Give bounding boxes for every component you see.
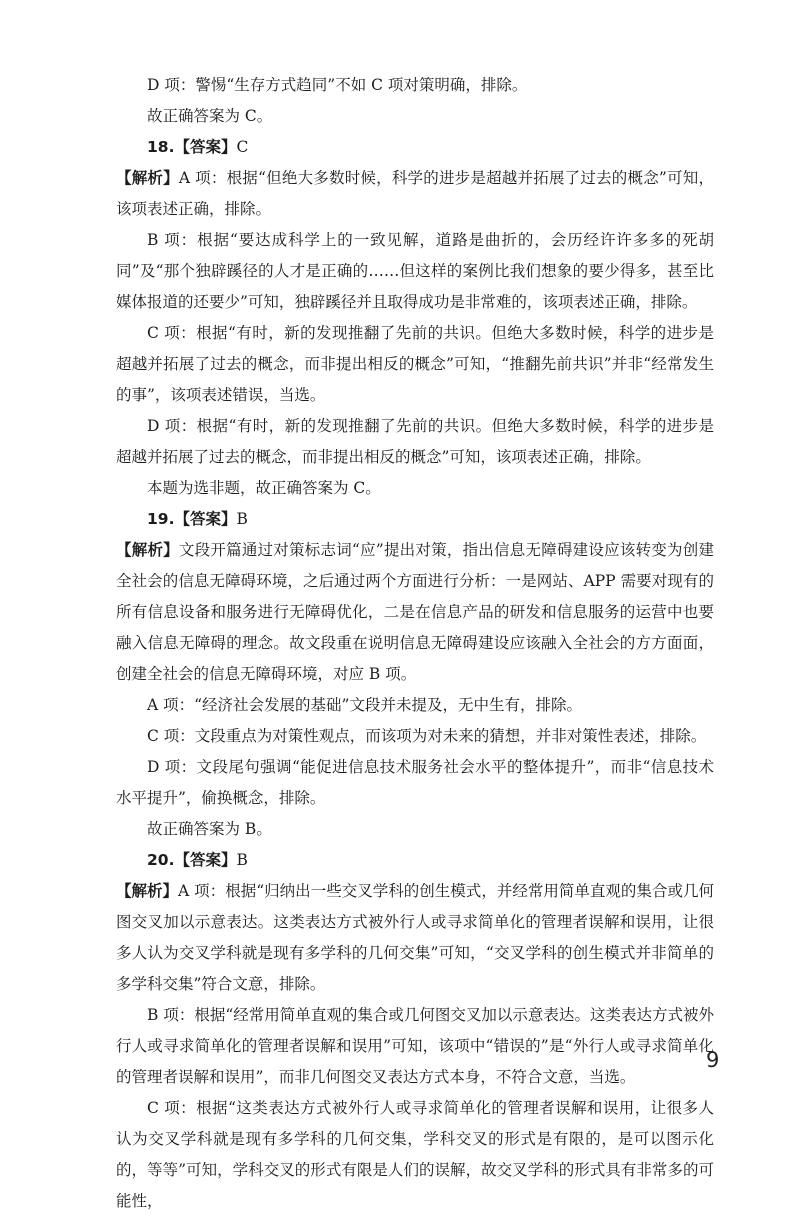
paragraph-text: B <box>236 851 248 869</box>
paragraph <box>116 473 714 504</box>
paragraph-text: 本题为选非题，故正确答案为 C。 <box>147 479 381 497</box>
paragraph <box>116 721 714 752</box>
paragraph <box>116 752 714 814</box>
paragraph-text: B 项：根据“经常用简单直观的集合或几何图交叉加以示意表达。这类表达方式被外行人或寻求简单化的管理者误解和误用”可知，该项中“错误的”是“外行人或寻求简单化的管理者误解和误用”，而非几何图交叉表达方式本身，不符合文意，当选。 <box>116 1006 714 1086</box>
paragraph <box>116 225 714 318</box>
paragraph-text: B 项：根据“要达成科学上的一致见解，道路是曲折的，会历经许许多多的死胡同”及“那个独辟蹊径的人才是正确的……但这样的案例比我们想象的要少得多，甚至比媒体报道的还要少”可知，独辟蹊径并且取得成功是非常难的，该项表述正确，排除。 <box>116 231 714 311</box>
paragraph-text: C 项：文段重点为对策性观点，而该项为对未来的猜想，并非对策性表述，排除。 <box>147 727 707 745</box>
paragraph <box>116 1093 714 1217</box>
page-content <box>116 70 714 1217</box>
answer-tag: 【解析】 <box>116 882 179 900</box>
paragraph <box>116 690 714 721</box>
paragraph <box>116 1000 714 1093</box>
paragraph <box>116 814 714 845</box>
paragraph <box>116 318 714 411</box>
paragraph <box>116 411 714 473</box>
paragraph-text: A 项：根据“但绝大多数时候，科学的进步是超越并拓展了过去的概念”可知，该项表述正确，排除。 <box>116 169 714 218</box>
paragraph-text: C <box>236 138 249 156</box>
paragraph <box>116 132 714 163</box>
paragraph <box>116 163 714 225</box>
paragraph-text: C 项：根据“这类表达方式被外行人或寻求简单化的管理者误解和误用，让很多人认为交叉学科就是现有多学科的几何交集，学科交叉的形式是有限的，是可以图示化的，等等”可知，学科交叉的形式有限是人们的误解，故交叉学科的形式具有非常多的可能性， <box>116 1099 714 1210</box>
paragraph-text: D 项：警惕“生存方式趋同”不如 C 项对策明确，排除。 <box>147 76 528 94</box>
paragraph <box>116 504 714 535</box>
page-number: 9 <box>706 1048 720 1072</box>
paragraph-text: C 项：根据“有时，新的发现推翻了先前的共识。但绝大多数时候，科学的进步是超越并拓展了过去的概念，而非提出相反的概念”可知，“推翻先前共识”并非“经常发生的事”，该项表述错误，当选。 <box>116 324 714 404</box>
answer-tag: 18.【答案】 <box>147 138 237 156</box>
paragraph-text: 故正确答案为 B。 <box>147 820 272 838</box>
paragraph <box>116 535 714 690</box>
paragraph-text: A 项：根据“归纳出一些交叉学科的创生模式，并经常用简单直观的集合或几何图交叉加以示意表达。这类表达方式被外行人或寻求简单化的管理者误解和误用，让很多人认为交叉学科就是现有多学科的几何交集”可知，“交叉学科的创生模式并非简单的多学科交集”符合文意，排除。 <box>116 882 714 993</box>
paragraph-text: A 项：“经济社会发展的基础”文段并未提及，无中生有，排除。 <box>147 696 582 714</box>
paragraph-text: B <box>236 510 248 528</box>
paragraph-text: 文段开篇通过对策标志词“应”提出对策，指出信息无障碍建设应该转变为创建全社会的信息无障碍环境，之后通过两个方面进行分析：一是网站、APP 需要对现有的所有信息设备和服务进行无障碍优化，二是在信息产品的研发和信息服务的运营中也要融入信息无障碍的理念。故文段重在说明信息无障碍建设应该融入全社会的方方面面，创建全社会的信息无障碍环境，对应 B 项。 <box>116 541 714 683</box>
answer-tag: 19.【答案】 <box>147 510 237 528</box>
paragraph-text: 故正确答案为 C。 <box>147 107 273 125</box>
answer-tag: 【解析】 <box>116 541 179 559</box>
paragraph <box>116 70 714 101</box>
paragraph <box>116 101 714 132</box>
answer-tag: 20.【答案】 <box>147 851 237 869</box>
paragraph-text: D 项：根据“有时，新的发现推翻了先前的共识。但绝大多数时候，科学的进步是超越并拓展了过去的概念，而非提出相反的概念”可知，该项表述正确，排除。 <box>116 417 714 466</box>
paragraph <box>116 845 714 876</box>
answer-tag: 【解析】 <box>116 169 179 187</box>
paragraph <box>116 876 714 1000</box>
paragraph-text: D 项：文段尾句强调“能促进信息技术服务社会水平的整体提升”，而非“信息技术水平提升”，偷换概念，排除。 <box>116 758 714 807</box>
